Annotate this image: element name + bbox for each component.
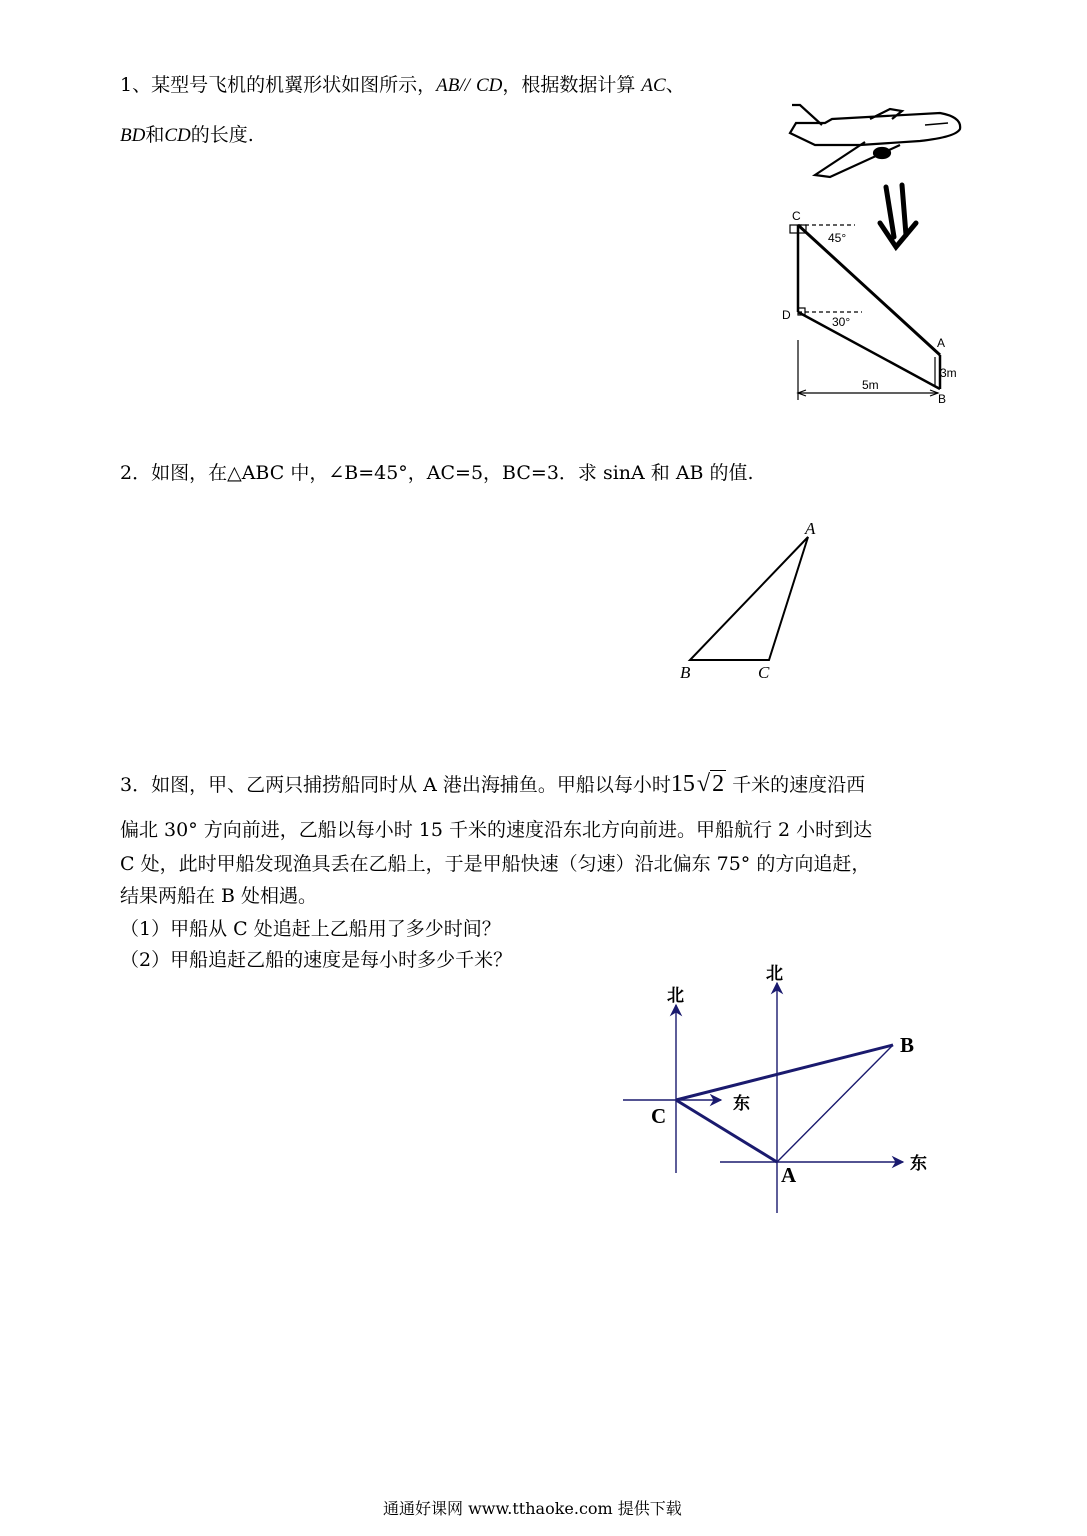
dimension-3m: 3m [940, 366, 957, 380]
label-d: D [782, 308, 791, 322]
figure2-triangle [670, 510, 830, 690]
north-label-c: 北 [667, 986, 684, 1006]
speed-radical: 15√2 [670, 771, 725, 797]
problem3-line2: 偏北 30° 方向前进，乙船以每小时 15 千米的速度沿东北方向前进。甲船航行 2 小时到达 [120, 819, 873, 841]
figure3-navigation-diagram [615, 955, 945, 1220]
problem1-line2: BD和CD的长度. [120, 124, 254, 146]
problem3-question2: （2）甲船追赶乙船的速度是每小时多少千米？ [120, 949, 513, 971]
label-b: B [938, 392, 947, 406]
angle-30-label: 30° [832, 315, 851, 329]
east-label-a: 东 [910, 1154, 927, 1174]
footer-text: 通通好课网 www.tthaoke.com 提供下载 [383, 1499, 682, 1518]
problem3-line1: 3．如图，甲、乙两只捕捞船同时从 A 港出海捕鱼。甲船以每小时15√2 千米的速度沿西 [120, 771, 866, 797]
airplane-icon [790, 105, 960, 177]
figure1-wing-diagram [770, 95, 980, 410]
label-a: A [781, 1163, 797, 1187]
segment-cb [676, 1045, 893, 1100]
label-c: C [792, 209, 801, 223]
label-a: A [937, 336, 946, 350]
label-b: B [680, 663, 691, 682]
dimension-5m: 5m [862, 378, 879, 392]
label-b: B [900, 1033, 915, 1057]
down-arrow-icon [880, 185, 916, 247]
segment-ca [676, 1100, 777, 1162]
angle-45-label: 45° [828, 231, 847, 245]
label-c: C [651, 1104, 667, 1128]
north-label-a: 北 [766, 964, 783, 984]
east-label-c: 东 [733, 1094, 750, 1114]
problem2-text: 2．如图，在△ABC 中，∠B=45°，AC=5，BC=3．求 sinA 和 AB 的值. [120, 462, 754, 484]
label-c: C [758, 663, 770, 682]
segment-ca [798, 225, 940, 355]
segment-ab [777, 1045, 893, 1162]
problem3-line4: 结果两船在 B 处相遇。 [120, 885, 318, 907]
problem1-line1: 1、某型号飞机的机翼形状如图所示，AB// CD，根据数据计算 AC、 [120, 74, 685, 96]
label-a: A [805, 519, 816, 538]
problem3-line3: C 处，此时甲船发现渔具丢在乙船上，于是甲船快速（匀速）沿北偏东 75° 的方向追赶， [120, 853, 871, 875]
problem3-question1: （1）甲船从 C 处追赶上乙船用了多少时间？ [120, 918, 501, 940]
triangle-abc [690, 537, 808, 660]
